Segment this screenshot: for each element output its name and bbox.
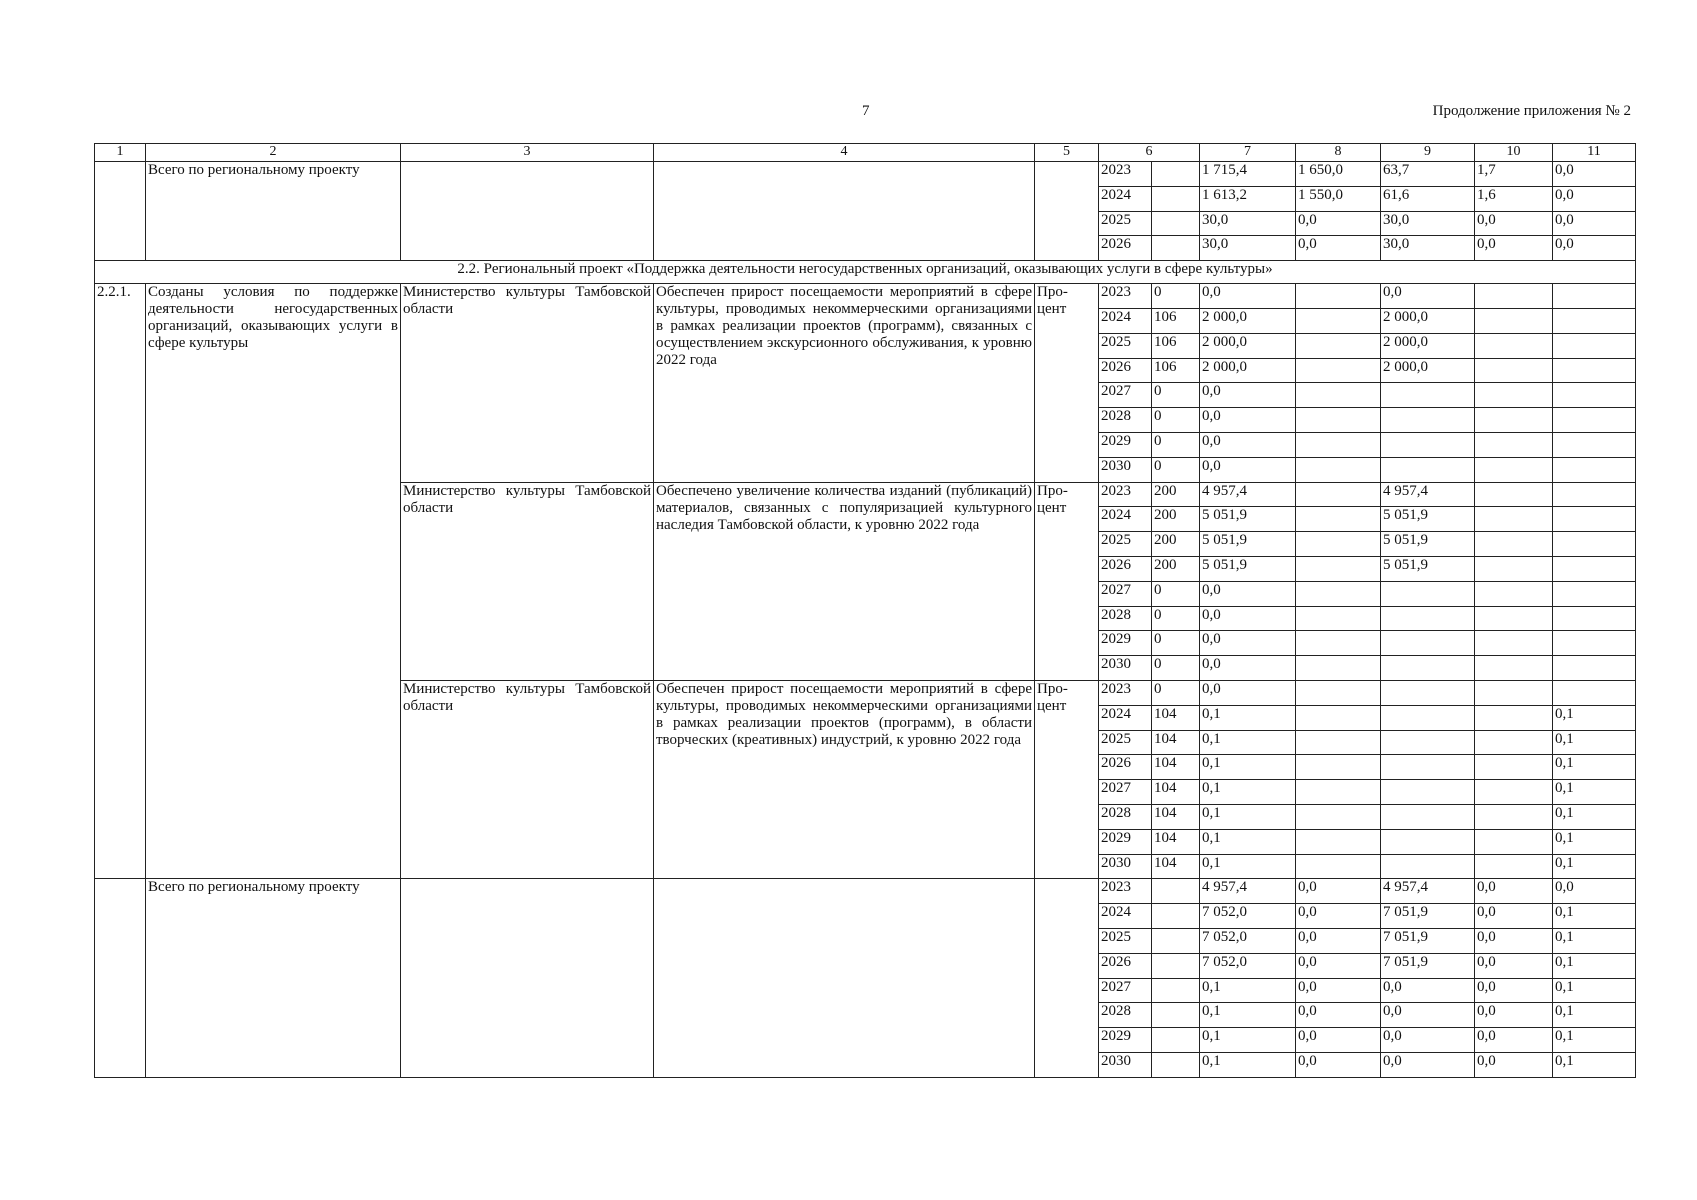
finance-value-cell: 7 051,9 bbox=[1381, 953, 1475, 978]
indicator-value-cell: 104 bbox=[1152, 730, 1200, 755]
finance-value-cell: 0,0 bbox=[1296, 928, 1381, 953]
finance-value-cell: 0,0 bbox=[1475, 1052, 1553, 1077]
empty-unit-cell bbox=[1035, 162, 1099, 261]
finance-value-cell bbox=[1296, 730, 1381, 755]
total-row bbox=[95, 162, 1636, 187]
finance-value-cell: 0,1 bbox=[1200, 705, 1296, 730]
finance-value-cell bbox=[1553, 358, 1636, 383]
year-cell: 2024 bbox=[1099, 705, 1152, 730]
finance-value-cell bbox=[1296, 333, 1381, 358]
finance-value-cell: 0,0 bbox=[1381, 1003, 1475, 1028]
finance-value-cell bbox=[1296, 432, 1381, 457]
finance-value-cell bbox=[1553, 532, 1636, 557]
finance-value-cell: 0,1 bbox=[1200, 854, 1296, 879]
indicator-value-cell bbox=[1152, 953, 1200, 978]
finance-value-cell bbox=[1475, 656, 1553, 681]
year-cell: 2025 bbox=[1099, 730, 1152, 755]
finance-value-cell: 0,1 bbox=[1200, 755, 1296, 780]
unit-cell: Про-цент bbox=[1035, 284, 1099, 482]
total-label: Всего по региональному проекту bbox=[146, 879, 401, 1077]
finance-value-cell: 30,0 bbox=[1381, 236, 1475, 261]
indicator-value-cell: 106 bbox=[1152, 308, 1200, 333]
finance-value-cell: 0,0 bbox=[1553, 186, 1636, 211]
year-cell: 2028 bbox=[1099, 804, 1152, 829]
finance-value-cell bbox=[1381, 680, 1475, 705]
indicator-value-cell: 0 bbox=[1152, 284, 1200, 309]
finance-value-cell bbox=[1296, 556, 1381, 581]
executor-cell: Министерство культуры Тамбовской области bbox=[401, 482, 654, 680]
appendix-note: Продолжение приложения № 2 bbox=[1432, 103, 1631, 119]
finance-value-cell bbox=[1296, 308, 1381, 333]
column-number: 4 bbox=[654, 144, 1035, 162]
finance-value-cell bbox=[1475, 854, 1553, 879]
year-cell: 2027 bbox=[1099, 581, 1152, 606]
finance-value-cell bbox=[1381, 780, 1475, 805]
indicator-value-cell: 0 bbox=[1152, 457, 1200, 482]
finance-value-cell: 0,1 bbox=[1200, 978, 1296, 1003]
executor-cell: Министерство культуры Тамбовской области bbox=[401, 680, 654, 878]
year-cell: 2023 bbox=[1099, 482, 1152, 507]
finance-value-cell bbox=[1553, 333, 1636, 358]
finance-value-cell: 0,0 bbox=[1475, 1028, 1553, 1053]
finance-value-cell: 0,0 bbox=[1296, 1028, 1381, 1053]
indicator-value-cell: 0 bbox=[1152, 408, 1200, 433]
indicator-value-cell: 200 bbox=[1152, 482, 1200, 507]
indicator-value-cell: 0 bbox=[1152, 432, 1200, 457]
executor-cell: Министерство культуры Тамбовской области bbox=[401, 284, 654, 482]
page-number: 7 bbox=[862, 103, 870, 119]
year-cell: 2029 bbox=[1099, 631, 1152, 656]
column-number: 1 bbox=[95, 144, 146, 162]
column-number: 10 bbox=[1475, 144, 1553, 162]
finance-value-cell bbox=[1296, 383, 1381, 408]
year-cell: 2028 bbox=[1099, 1003, 1152, 1028]
finance-value-cell: 2 000,0 bbox=[1381, 358, 1475, 383]
finance-value-cell bbox=[1296, 829, 1381, 854]
indicator-value-cell bbox=[1152, 879, 1200, 904]
year-cell: 2026 bbox=[1099, 236, 1152, 261]
total-row bbox=[95, 879, 1636, 904]
finance-value-cell bbox=[1381, 705, 1475, 730]
indicator-value-cell: 0 bbox=[1152, 680, 1200, 705]
finance-value-cell bbox=[1296, 705, 1381, 730]
finance-value-cell bbox=[1553, 482, 1636, 507]
finance-value-cell bbox=[1553, 556, 1636, 581]
result-cell: Обеспечен прирост посещаемости мероприятий в сфере культуры, проводимых некоммерческими организациями в рамках реализации проектов (программ), в области творческих (креативных) индустрий, к уровню 2022 года bbox=[654, 680, 1035, 878]
section-title-row bbox=[95, 261, 1636, 284]
year-cell: 2027 bbox=[1099, 383, 1152, 408]
finance-value-cell: 0,1 bbox=[1553, 730, 1636, 755]
finance-value-cell bbox=[1475, 730, 1553, 755]
finance-value-cell: 0,1 bbox=[1553, 928, 1636, 953]
finance-value-cell: 0,0 bbox=[1553, 236, 1636, 261]
indicator-value-cell: 200 bbox=[1152, 532, 1200, 557]
finance-value-cell: 0,1 bbox=[1200, 780, 1296, 805]
finance-value-cell bbox=[1475, 333, 1553, 358]
finance-value-cell: 0,0 bbox=[1200, 432, 1296, 457]
finance-value-cell bbox=[1475, 755, 1553, 780]
finance-value-cell bbox=[1296, 358, 1381, 383]
finance-value-cell: 0,1 bbox=[1553, 829, 1636, 854]
finance-value-cell bbox=[1553, 457, 1636, 482]
year-cell: 2024 bbox=[1099, 186, 1152, 211]
empty-number-cell bbox=[95, 162, 146, 261]
finance-value-cell: 0,0 bbox=[1475, 953, 1553, 978]
column-number: 9 bbox=[1381, 144, 1475, 162]
finance-value-cell bbox=[1296, 457, 1381, 482]
finance-value-cell: 2 000,0 bbox=[1200, 308, 1296, 333]
indicator-value-cell: 104 bbox=[1152, 705, 1200, 730]
finance-value-cell: 0,0 bbox=[1296, 236, 1381, 261]
year-cell: 2025 bbox=[1099, 333, 1152, 358]
finance-value-cell: 0,0 bbox=[1200, 606, 1296, 631]
finance-value-cell: 30,0 bbox=[1200, 211, 1296, 236]
finance-value-cell bbox=[1553, 581, 1636, 606]
finance-value-cell bbox=[1475, 308, 1553, 333]
year-cell: 2023 bbox=[1099, 284, 1152, 309]
column-number: 6 bbox=[1099, 144, 1200, 162]
finance-value-cell: 0,0 bbox=[1475, 978, 1553, 1003]
finance-value-cell: 0,1 bbox=[1553, 804, 1636, 829]
indicator-value-cell bbox=[1152, 904, 1200, 929]
finance-value-cell bbox=[1296, 606, 1381, 631]
empty-result-cell bbox=[654, 879, 1035, 1077]
finance-value-cell: 0,0 bbox=[1200, 631, 1296, 656]
indicator-value-cell: 200 bbox=[1152, 556, 1200, 581]
finance-value-cell: 0,0 bbox=[1381, 978, 1475, 1003]
finance-value-cell bbox=[1475, 432, 1553, 457]
finance-value-cell: 0,0 bbox=[1200, 457, 1296, 482]
finance-value-cell bbox=[1475, 780, 1553, 805]
finance-value-cell: 4 957,4 bbox=[1200, 482, 1296, 507]
indicator-value-cell: 104 bbox=[1152, 780, 1200, 805]
indicator-value-cell bbox=[1152, 1003, 1200, 1028]
finance-value-cell bbox=[1296, 507, 1381, 532]
finance-value-cell: 0,1 bbox=[1553, 978, 1636, 1003]
indicator-value-cell: 0 bbox=[1152, 656, 1200, 681]
finance-value-cell: 0,1 bbox=[1553, 705, 1636, 730]
empty-result-cell bbox=[654, 162, 1035, 261]
finance-value-cell: 0,0 bbox=[1200, 284, 1296, 309]
finance-value-cell: 4 957,4 bbox=[1381, 879, 1475, 904]
finance-value-cell: 0,0 bbox=[1381, 284, 1475, 309]
finance-value-cell: 0,0 bbox=[1475, 928, 1553, 953]
unit-cell: Про-цент bbox=[1035, 680, 1099, 878]
finance-value-cell: 5 051,9 bbox=[1381, 507, 1475, 532]
indicator-value-cell: 104 bbox=[1152, 854, 1200, 879]
finance-value-cell bbox=[1553, 432, 1636, 457]
finance-value-cell bbox=[1381, 829, 1475, 854]
finance-value-cell: 1,6 bbox=[1475, 186, 1553, 211]
finance-value-cell: 0,1 bbox=[1200, 1028, 1296, 1053]
finance-value-cell: 2 000,0 bbox=[1381, 308, 1475, 333]
finance-value-cell: 0,1 bbox=[1553, 854, 1636, 879]
finance-value-cell bbox=[1381, 854, 1475, 879]
finance-value-cell bbox=[1475, 680, 1553, 705]
finance-value-cell bbox=[1553, 383, 1636, 408]
finance-value-cell: 1 650,0 bbox=[1296, 162, 1381, 187]
empty-unit-cell bbox=[1035, 879, 1099, 1077]
finance-value-cell: 5 051,9 bbox=[1200, 507, 1296, 532]
finance-value-cell bbox=[1553, 631, 1636, 656]
finance-value-cell: 0,1 bbox=[1553, 755, 1636, 780]
finance-value-cell: 5 051,9 bbox=[1200, 532, 1296, 557]
column-number: 5 bbox=[1035, 144, 1099, 162]
finance-value-cell bbox=[1296, 284, 1381, 309]
year-cell: 2028 bbox=[1099, 606, 1152, 631]
year-cell: 2026 bbox=[1099, 556, 1152, 581]
finance-value-cell bbox=[1296, 408, 1381, 433]
finance-value-cell bbox=[1381, 755, 1475, 780]
finance-value-cell bbox=[1475, 804, 1553, 829]
indicator-value-cell bbox=[1152, 162, 1200, 187]
finance-value-cell bbox=[1296, 804, 1381, 829]
year-cell: 2024 bbox=[1099, 507, 1152, 532]
unit-cell: Про-цент bbox=[1035, 482, 1099, 680]
finance-value-cell: 30,0 bbox=[1200, 236, 1296, 261]
finance-value-cell: 0,0 bbox=[1381, 1028, 1475, 1053]
result-cell: Обеспечено увеличение количества изданий (публикаций) материалов, связанных с популяризацией культурного наследия Тамбовской области, к уровню 2022 года bbox=[654, 482, 1035, 680]
finance-value-cell bbox=[1296, 631, 1381, 656]
finance-value-cell bbox=[1475, 532, 1553, 557]
item-name: Созданы условия по поддержке деятельности негосударственных организаций, оказывающих услуги в сфере культуры bbox=[146, 284, 401, 879]
finance-value-cell: 1 715,4 bbox=[1200, 162, 1296, 187]
indicator-value-cell: 200 bbox=[1152, 507, 1200, 532]
year-cell: 2029 bbox=[1099, 432, 1152, 457]
finance-value-cell bbox=[1475, 383, 1553, 408]
finance-value-cell bbox=[1296, 482, 1381, 507]
indicator-value-cell: 104 bbox=[1152, 755, 1200, 780]
finance-value-cell: 61,6 bbox=[1381, 186, 1475, 211]
finance-value-cell bbox=[1475, 358, 1553, 383]
finance-value-cell: 0,1 bbox=[1200, 804, 1296, 829]
year-cell: 2025 bbox=[1099, 928, 1152, 953]
finance-value-cell: 2 000,0 bbox=[1200, 333, 1296, 358]
year-cell: 2027 bbox=[1099, 978, 1152, 1003]
finance-value-cell: 0,0 bbox=[1553, 879, 1636, 904]
year-cell: 2024 bbox=[1099, 308, 1152, 333]
indicator-value-cell bbox=[1152, 1028, 1200, 1053]
year-cell: 2030 bbox=[1099, 457, 1152, 482]
indicator-value-cell bbox=[1152, 186, 1200, 211]
finance-value-cell bbox=[1553, 308, 1636, 333]
indicator-value-cell bbox=[1152, 236, 1200, 261]
finance-value-cell: 0,1 bbox=[1553, 1003, 1636, 1028]
indicator-value-cell bbox=[1152, 978, 1200, 1003]
finance-value-cell bbox=[1296, 656, 1381, 681]
finance-value-cell bbox=[1553, 408, 1636, 433]
indicator-value-cell: 104 bbox=[1152, 829, 1200, 854]
finance-value-cell bbox=[1475, 556, 1553, 581]
finance-value-cell: 0,0 bbox=[1296, 978, 1381, 1003]
finance-value-cell bbox=[1553, 656, 1636, 681]
finance-value-cell: 0,0 bbox=[1200, 680, 1296, 705]
finance-value-cell bbox=[1296, 854, 1381, 879]
year-cell: 2024 bbox=[1099, 904, 1152, 929]
finance-value-cell bbox=[1553, 606, 1636, 631]
finance-value-cell: 1 550,0 bbox=[1296, 186, 1381, 211]
finance-value-cell: 0,0 bbox=[1381, 1052, 1475, 1077]
finance-value-cell: 0,0 bbox=[1296, 1003, 1381, 1028]
finance-value-cell bbox=[1475, 482, 1553, 507]
finance-value-cell: 0,1 bbox=[1200, 1052, 1296, 1077]
finance-value-cell bbox=[1381, 383, 1475, 408]
finance-value-cell: 0,0 bbox=[1200, 581, 1296, 606]
finance-value-cell: 0,0 bbox=[1553, 162, 1636, 187]
column-number: 11 bbox=[1553, 144, 1636, 162]
finance-value-cell bbox=[1475, 507, 1553, 532]
finance-value-cell: 0,0 bbox=[1475, 904, 1553, 929]
finance-value-cell: 0,1 bbox=[1553, 953, 1636, 978]
year-cell: 2023 bbox=[1099, 680, 1152, 705]
finance-value-cell: 0,0 bbox=[1475, 1003, 1553, 1028]
finance-value-cell: 0,1 bbox=[1553, 780, 1636, 805]
finance-value-cell: 1,7 bbox=[1475, 162, 1553, 187]
finance-value-cell bbox=[1553, 680, 1636, 705]
column-number: 8 bbox=[1296, 144, 1381, 162]
year-cell: 2025 bbox=[1099, 532, 1152, 557]
indicator-row bbox=[95, 284, 1636, 309]
finance-value-cell bbox=[1475, 705, 1553, 730]
column-number: 3 bbox=[401, 144, 654, 162]
finance-value-cell: 30,0 bbox=[1381, 211, 1475, 236]
finance-value-cell bbox=[1381, 432, 1475, 457]
finance-value-cell bbox=[1296, 755, 1381, 780]
finance-value-cell bbox=[1475, 631, 1553, 656]
indicator-value-cell: 106 bbox=[1152, 358, 1200, 383]
finance-value-cell bbox=[1381, 730, 1475, 755]
indicator-value-cell: 104 bbox=[1152, 804, 1200, 829]
year-cell: 2030 bbox=[1099, 854, 1152, 879]
indicator-value-cell: 106 bbox=[1152, 333, 1200, 358]
year-cell: 2030 bbox=[1099, 1052, 1152, 1077]
column-number: 7 bbox=[1200, 144, 1296, 162]
finance-value-cell: 0,0 bbox=[1296, 953, 1381, 978]
column-numbers-row bbox=[95, 144, 1636, 162]
finance-value-cell bbox=[1553, 284, 1636, 309]
finance-value-cell bbox=[1475, 284, 1553, 309]
finance-value-cell: 0,1 bbox=[1200, 730, 1296, 755]
finance-value-cell: 0,0 bbox=[1296, 879, 1381, 904]
year-cell: 2030 bbox=[1099, 656, 1152, 681]
finance-value-cell: 63,7 bbox=[1381, 162, 1475, 187]
finance-value-cell: 0,1 bbox=[1553, 904, 1636, 929]
column-number: 2 bbox=[146, 144, 401, 162]
budget-table bbox=[94, 143, 1636, 1078]
year-cell: 2023 bbox=[1099, 879, 1152, 904]
indicator-value-cell bbox=[1152, 1052, 1200, 1077]
finance-value-cell bbox=[1296, 532, 1381, 557]
year-cell: 2029 bbox=[1099, 1028, 1152, 1053]
finance-value-cell: 4 957,4 bbox=[1381, 482, 1475, 507]
finance-value-cell: 1 613,2 bbox=[1200, 186, 1296, 211]
result-cell: Обеспечен прирост посещаемости мероприятий в сфере культуры, проводимых некоммерческими организациями в рамках реализации проектов (программ), связанных с осуществлением экскурсионного обслуживания, к уровню 2022 года bbox=[654, 284, 1035, 482]
finance-value-cell bbox=[1296, 680, 1381, 705]
indicator-value-cell bbox=[1152, 211, 1200, 236]
finance-value-cell: 2 000,0 bbox=[1381, 333, 1475, 358]
finance-value-cell: 0,0 bbox=[1475, 211, 1553, 236]
finance-value-cell bbox=[1381, 656, 1475, 681]
finance-value-cell: 0,0 bbox=[1296, 904, 1381, 929]
finance-value-cell: 0,1 bbox=[1200, 1003, 1296, 1028]
finance-value-cell: 0,1 bbox=[1553, 1028, 1636, 1053]
year-cell: 2026 bbox=[1099, 358, 1152, 383]
finance-value-cell: 4 957,4 bbox=[1200, 879, 1296, 904]
item-number: 2.2.1. bbox=[95, 284, 146, 879]
finance-value-cell bbox=[1381, 631, 1475, 656]
section-title: 2.2. Региональный проект «Поддержка деятельности негосударственных организаций, оказывающих услуги в сфере культуры» bbox=[95, 261, 1636, 284]
table-body bbox=[95, 144, 1636, 1078]
indicator-value-cell: 0 bbox=[1152, 581, 1200, 606]
finance-value-cell: 0,0 bbox=[1296, 1052, 1381, 1077]
finance-value-cell: 0,0 bbox=[1200, 383, 1296, 408]
finance-value-cell: 0,1 bbox=[1200, 829, 1296, 854]
finance-value-cell: 0,0 bbox=[1200, 408, 1296, 433]
finance-value-cell: 0,0 bbox=[1200, 656, 1296, 681]
empty-executor-cell bbox=[401, 879, 654, 1077]
finance-value-cell: 7 051,9 bbox=[1381, 928, 1475, 953]
year-cell: 2027 bbox=[1099, 780, 1152, 805]
year-cell: 2025 bbox=[1099, 211, 1152, 236]
finance-value-cell: 0,0 bbox=[1553, 211, 1636, 236]
finance-value-cell: 7 052,0 bbox=[1200, 904, 1296, 929]
finance-value-cell bbox=[1296, 780, 1381, 805]
finance-value-cell: 7 052,0 bbox=[1200, 928, 1296, 953]
year-cell: 2028 bbox=[1099, 408, 1152, 433]
finance-value-cell: 0,0 bbox=[1475, 879, 1553, 904]
indicator-value-cell: 0 bbox=[1152, 606, 1200, 631]
finance-value-cell: 2 000,0 bbox=[1200, 358, 1296, 383]
empty-executor-cell bbox=[401, 162, 654, 261]
year-cell: 2029 bbox=[1099, 829, 1152, 854]
year-cell: 2026 bbox=[1099, 953, 1152, 978]
finance-value-cell bbox=[1475, 606, 1553, 631]
finance-value-cell: 5 051,9 bbox=[1381, 532, 1475, 557]
finance-value-cell: 5 051,9 bbox=[1381, 556, 1475, 581]
indicator-value-cell: 0 bbox=[1152, 383, 1200, 408]
empty-number-cell bbox=[95, 879, 146, 1077]
finance-value-cell: 0,0 bbox=[1475, 236, 1553, 261]
finance-value-cell: 0,1 bbox=[1553, 1052, 1636, 1077]
finance-value-cell bbox=[1381, 581, 1475, 606]
finance-value-cell: 7 052,0 bbox=[1200, 953, 1296, 978]
finance-value-cell: 7 051,9 bbox=[1381, 904, 1475, 929]
year-cell: 2026 bbox=[1099, 755, 1152, 780]
finance-value-cell bbox=[1296, 581, 1381, 606]
total-label: Всего по региональному проекту bbox=[146, 162, 401, 261]
finance-value-cell bbox=[1381, 408, 1475, 433]
finance-value-cell bbox=[1475, 457, 1553, 482]
finance-value-cell bbox=[1475, 829, 1553, 854]
year-cell: 2023 bbox=[1099, 162, 1152, 187]
finance-value-cell: 5 051,9 bbox=[1200, 556, 1296, 581]
finance-value-cell bbox=[1381, 804, 1475, 829]
finance-value-cell bbox=[1553, 507, 1636, 532]
finance-value-cell bbox=[1381, 606, 1475, 631]
indicator-value-cell: 0 bbox=[1152, 631, 1200, 656]
indicator-value-cell bbox=[1152, 928, 1200, 953]
finance-value-cell bbox=[1475, 408, 1553, 433]
finance-value-cell bbox=[1381, 457, 1475, 482]
finance-value-cell bbox=[1475, 581, 1553, 606]
finance-value-cell: 0,0 bbox=[1296, 211, 1381, 236]
